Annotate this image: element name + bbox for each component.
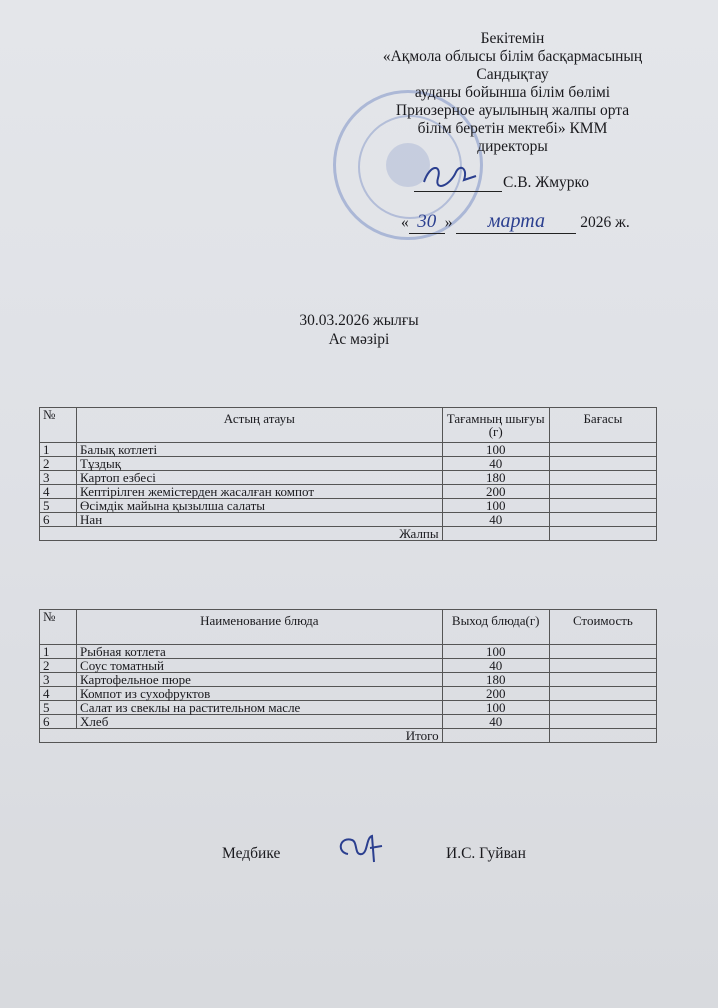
approval-line: білім беретін мектебі» КММ <box>417 120 608 137</box>
approval-line: Приозерное ауылының жалпы орта <box>395 102 630 119</box>
col-header-output: Тағамның шығуы (г) <box>442 408 549 443</box>
total-label: Жалпы <box>40 527 443 541</box>
nurse-name: И.С. Гуйван <box>446 845 526 862</box>
table-row: 5 Өсімдік майына қызылша салаты 100 <box>40 499 657 513</box>
table-row: 2 Соус томатный 40 <box>40 659 657 673</box>
approval-line: директоры <box>477 138 548 155</box>
approval-line: Сандықтау <box>476 66 549 83</box>
col-header-no: № <box>40 408 77 443</box>
table-header-row <box>40 610 657 645</box>
col-header-price: Бағасы <box>549 408 656 443</box>
approval-day: 30 <box>409 211 445 234</box>
table-row: 6 Хлеб 40 <box>40 715 657 729</box>
table-row: 3 Картоп езбесі 180 <box>40 471 657 485</box>
approval-block <box>350 30 675 156</box>
table-row: 3 Картофельное пюре 180 <box>40 673 657 687</box>
table-total-row <box>40 729 657 743</box>
approval-line: «Ақмола облысы білім басқармасының <box>382 48 643 65</box>
menu-date: 30.03.2026 жылғы <box>299 312 419 329</box>
approval-month: марта <box>456 210 576 234</box>
total-label: Итого <box>40 729 443 743</box>
menu-table-ru <box>39 609 657 743</box>
col-header-output: Выход блюда(г) <box>442 610 549 645</box>
table-row: 1 Рыбная котлета 100 <box>40 645 657 659</box>
table-row: 4 Компот из сухофруктов 200 <box>40 687 657 701</box>
col-header-name: Наименование блюда <box>77 610 443 645</box>
approval-year: 2026 ж. <box>580 214 630 231</box>
table-row: 1 Балық котлеті 100 <box>40 443 657 457</box>
table-row: 2 Тұздық 40 <box>40 457 657 471</box>
col-header-no: № <box>40 610 77 645</box>
table-row: 6 Нан 40 <box>40 513 657 527</box>
approval-line: Бекітемін <box>480 30 545 47</box>
table-header-row <box>40 408 657 443</box>
menu-table-kz <box>39 407 657 541</box>
table-row: 4 Кептірілген жемістерден жасалған компот 200 <box>40 485 657 499</box>
approval-date: « 30 » марта 2026 ж. <box>401 210 630 232</box>
menu-title: Ас мәзірі <box>328 331 390 348</box>
approval-line: ауданы бойынша білім бөлімі <box>414 84 611 101</box>
nurse-signature <box>334 832 384 873</box>
director-name: С.В. Жмурко <box>503 174 589 191</box>
col-header-name: Астың атауы <box>77 408 443 443</box>
table-row: 5 Салат из свеклы на растительном масле 100 <box>40 701 657 715</box>
nurse-role: Медбике <box>222 845 281 862</box>
table-total-row <box>40 527 657 541</box>
col-header-price: Стоимость <box>549 610 656 645</box>
director-signature <box>420 160 480 197</box>
